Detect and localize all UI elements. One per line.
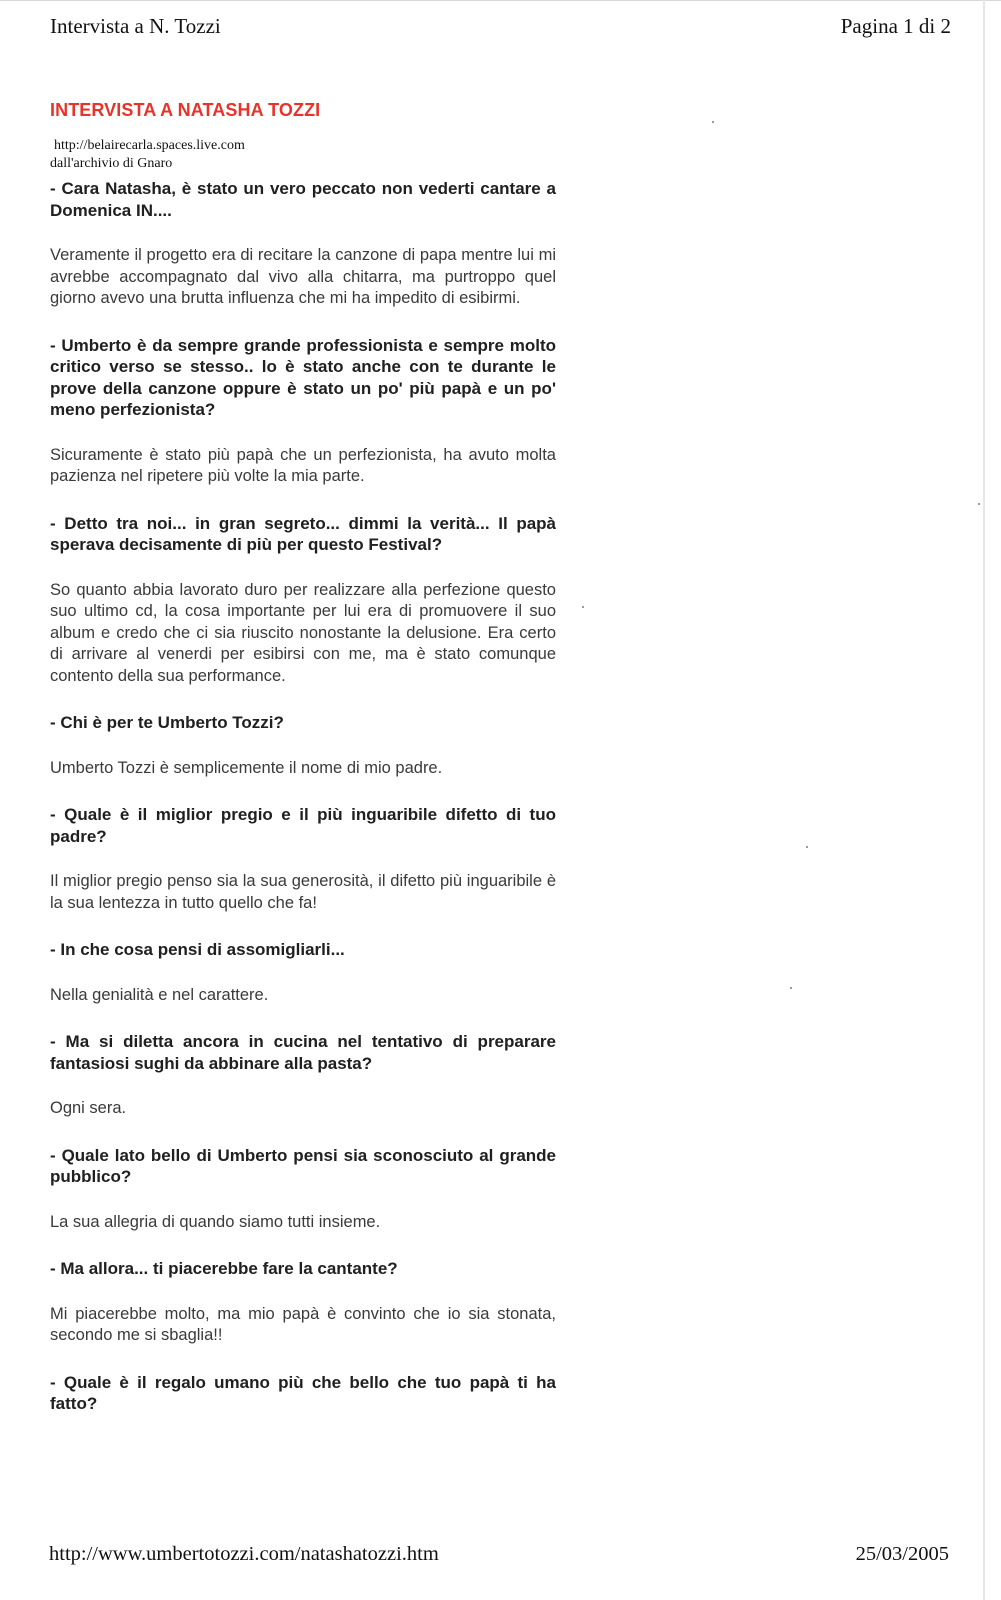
- interview-body: [50, 178, 556, 1439]
- question: - Cara Natasha, è stato un vero peccato non vederti cantare a Domenica IN....: [50, 179, 556, 220]
- footer-url: http://www.umbertotozzi.com/natashatozzi.htm: [49, 1543, 439, 1565]
- answer: Ogni sera.: [50, 1099, 127, 1117]
- answer: Nella genialità e nel carattere.: [50, 985, 269, 1004]
- question: - Ma si diletta ancora in cucina nel tentativo di preparare fantasiosi sughi da abbinare alla pasta?: [50, 1032, 556, 1073]
- answer: Umberto Tozzi è semplicemente il nome di mio padre.: [50, 758, 443, 777]
- source-url: http://belairecarla.spaces.live.com: [54, 138, 245, 153]
- answer: Il miglior pregio penso sia la sua generosità, il difetto più inguaribile è la sua lentezza in tutto quello che fa!: [50, 872, 556, 912]
- answer: Veramente il progetto era di recitare la canzone di papa mentre lui mi avrebbe accompagnato dal vivo alla chitarra, ma purtroppo quel giorno avevo una brutta influenza che mi ha impedito di esibirmi.: [50, 246, 556, 307]
- question: - Chi è per te Umberto Tozzi?: [50, 713, 284, 732]
- question: - In che cosa pensi di assomigliarli...: [50, 940, 345, 959]
- source-archive: dall'archivio di Gnaro: [50, 156, 173, 171]
- header-title: Intervista a N. Tozzi: [50, 14, 221, 38]
- scan-speck: [790, 987, 792, 989]
- page-edge: [0, 0, 1001, 1]
- question: - Quale lato bello di Umberto pensi sia sconosciuto al grande pubblico?: [50, 1145, 556, 1186]
- question: - Umberto è da sempre grande professionista e sempre molto critico verso se stesso.. lo è stato anche con te durante le prove della canzone oppure è stato un po' più papà e un po' meno perfezionista?: [50, 335, 556, 419]
- question: - Detto tra noi... in gran segreto... dimmi la verità... Il papà sperava decisamente di più per questo Festival?: [50, 513, 556, 554]
- answer: La sua allegria di quando siamo tutti insieme.: [50, 1212, 381, 1231]
- scan-speck: [712, 121, 714, 123]
- answer: So quanto abbia lavorato duro per realizzare alla perfezione questo suo ultimo cd, la cosa importante per lui era di promuovere il suo album e credo che ci sia riuscito nonostante la delusione. Era certo di arrivare al venerdi per esibirsi con me, ma è stato comunque contento della sua performance.: [50, 580, 556, 685]
- answer: Mi piacerebbe molto, ma mio papà è convinto che io sia stonata, secondo me si sbaglia!!: [50, 1304, 556, 1344]
- article-title: INTERVISTA A NATASHA TOZZI: [50, 100, 321, 120]
- page-number: Pagina 1 di 2: [840, 14, 951, 38]
- question: - Quale è il regalo umano più che bello che tuo papà ti ha fatto?: [50, 1372, 556, 1413]
- question: - Ma allora... ti piacerebbe fare la cantante?: [50, 1259, 398, 1278]
- answer: Sicuramente è stato più papà che un perfezionista, ha avuto molta pazienza nel ripetere più volte la mia parte.: [50, 445, 556, 485]
- scan-speck: [978, 503, 980, 505]
- scan-edge: [983, 0, 985, 1600]
- footer-date: 25/03/2005: [855, 1543, 949, 1565]
- question: - Quale è il miglior pregio e il più inguaribile difetto di tuo padre?: [50, 805, 556, 846]
- scan-speck: [582, 606, 584, 608]
- scan-speck: [806, 846, 808, 848]
